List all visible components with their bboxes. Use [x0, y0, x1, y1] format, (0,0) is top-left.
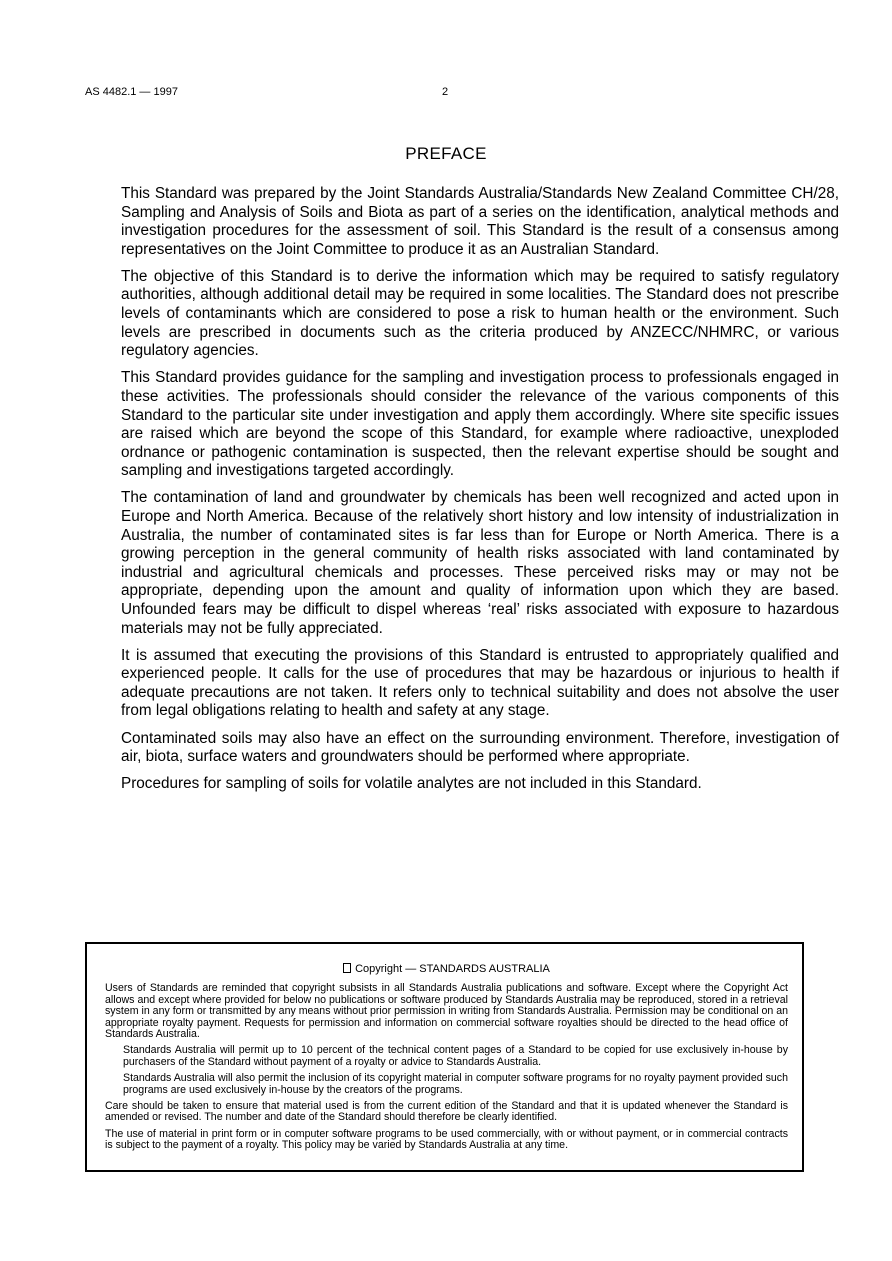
preface-body — [121, 185, 839, 802]
preface-paragraph: The objective of this Standard is to derive the information which may be required to satisfy regulatory authorities, although additional detail may be required in some localities. The Standard does not prescribe levels of contaminants which are considered to pose a risk to human health or the environment. Such levels are prescribed in documents such as the criteria produced by ANZECC/NHMRC, or various regulatory agencies. — [121, 267, 839, 360]
preface-title: PREFACE — [405, 144, 487, 163]
preface-paragraph: This Standard provides guidance for the sampling and investigation process to professionals engaged in these activities. The professionals should consider the relevance of the various components of this Standard to the particular site under investigation and apply them accordingly. Where site specific issues are raised which are beyond the scope of this Standard, for example where radioactive, unexploded ordnance or pathogenic contamination is suspected, then the relevant expertise should be sought and sampling and investigations targeted accordingly. — [121, 369, 839, 480]
preface-paragraph: Procedures for sampling of soils for volatile analytes are not included in this Standard. — [121, 775, 702, 793]
copyright-paragraph: Care should be taken to ensure that material used is from the current edition of the Standard and that it is updated whenever the Standard is amended or revised. The number and date of the Standard should therefore be clearly identified. — [105, 1100, 788, 1124]
copyright-icon — [343, 963, 351, 973]
copyright-paragraph: The use of material in print form or in computer software programs to be used commercially, with or without payment, or in commercial contracts is subject to the payment of a royalty. This policy may be varied by Standards Australia at any time. — [105, 1127, 788, 1152]
copyright-heading-text: Copyright — STANDARDS AUSTRALIA — [355, 963, 550, 975]
preface-paragraph: Contaminated soils may also have an effect on the surrounding environment. Therefore, investigation of air, biota, surface waters and groundwaters should be performed where appropriate. — [121, 729, 839, 766]
document-id: AS 4482.1 — 1997 — [85, 86, 178, 98]
copyright-paragraph: Users of Standards are reminded that copyright subsists in all Standards Australia publications and software. Except where the Copyright Act allows and except where provided for below no publications or software produced by Standards Australia may be reproduced, stored in a retrieval system in any form or transmitted by any means without prior permission in writing from Standards Australia. Permission may be conditional on an appropriate royalty payment. Requests for permission and information on commercial software royalties should be directed to the head office of Standards Australia. — [105, 982, 789, 1041]
copyright-heading — [105, 963, 788, 975]
copyright-paragraph: Standards Australia will permit up to 10 percent of the technical content pages of a Standard to be copied for use exclusively in-house by purchasers of the Standard without payment of a royalty or advice to Standards Australia. — [123, 1044, 788, 1068]
copyright-notice-box — [85, 942, 804, 1172]
preface-paragraph: This Standard was prepared by the Joint Standards Australia/Standards New Zealand Committee CH/28, Sampling and Analysis of Soils and Biota as part of a series on the identification, analytical methods and investigation procedures for the assessment of soil. This Standard is the result of a consensus among representatives on the Joint Committee to produce it as an Australian Standard. — [121, 185, 839, 258]
copyright-paragraph: Standards Australia will also permit the inclusion of its copyright material in computer software programs for no royalty payment provided such programs are used exclusively in-house by the creators of the programs. — [123, 1072, 788, 1096]
page-header — [85, 86, 807, 102]
preface-paragraph: The contamination of land and groundwater by chemicals has been well recognized and acted upon in Europe and North America. Because of the relatively short history and low intensity of industrialization in Australia, the number of contaminated sites is far less than for Europe or North America. There is a growing perception in the general community of health risks associated with land contaminated by industrial and agricultural chemicals and processes. These perceived risks may or may not be appropriate, depending upon the amount and quality of information upon which they are based. Unfounded fears may be difficult to dispel whereas ‘real’ risks associated with exposure to hazardous materials may not be fully appreciated. — [121, 489, 839, 637]
page-number: 2 — [442, 86, 449, 98]
preface-paragraph: It is assumed that executing the provisions of this Standard is entrusted to appropriately qualified and experienced people. It calls for the use of procedures that may be hazardous or injurious to health if adequate precautions are not taken. It refers only to technical suitability and does not absolve the user from legal obligations relating to health and safety at any stage. — [121, 646, 839, 720]
